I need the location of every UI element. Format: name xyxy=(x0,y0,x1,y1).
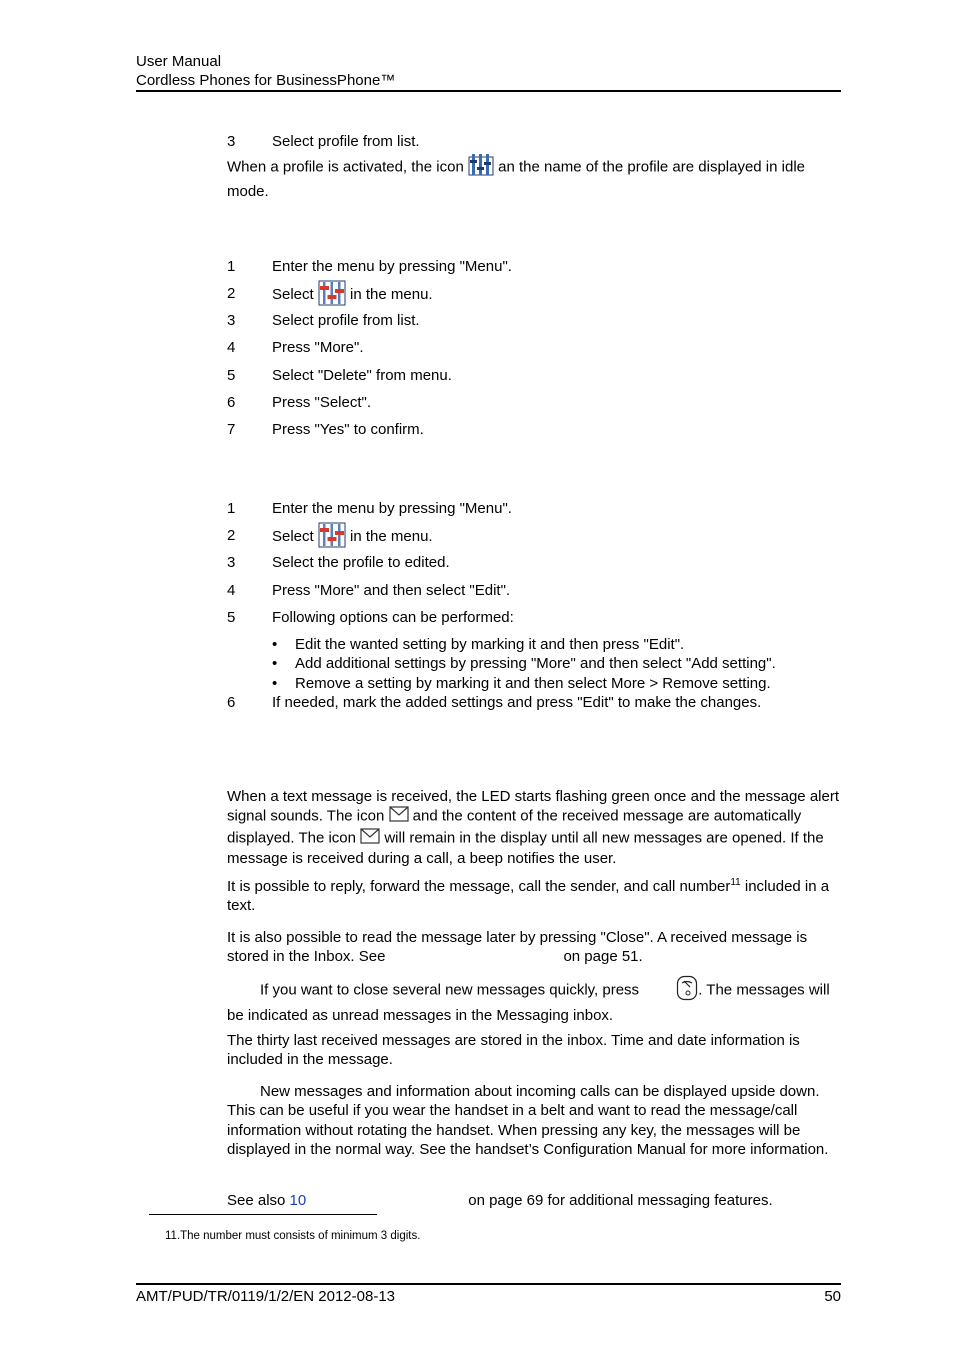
step-text: Following options can be performed: xyxy=(272,609,514,626)
bullet-mark: • xyxy=(272,636,278,653)
step-number: 4 xyxy=(227,339,236,356)
step-number: 6 xyxy=(227,394,236,411)
profiles-menu-icon xyxy=(318,280,346,310)
cross-reference-link[interactable]: 10 xyxy=(289,1192,307,1209)
message-paragraph: It is also possible to read the message later by pressing "Close". A received message is stored in the Inbox. See on page 51. xyxy=(227,929,808,966)
header-title: User Manual xyxy=(136,53,222,70)
step-number: 4 xyxy=(227,582,236,599)
bullet-text: Remove a setting by marking it and then select More > Remove setting. xyxy=(295,675,771,692)
header-subtitle: Cordless Phones for BusinessPhone™ xyxy=(136,72,396,89)
step-number: 1 xyxy=(227,500,236,517)
message-paragraph: When a text message is received, the LED starts flashing green once and the message alert signal sounds. The icon and the content of the received message are automatically displayed. The icon will remain in the display until all new messages are opened. If the message is received during a call, a beep notifies the user. xyxy=(227,788,839,867)
bullet-text: Edit the wanted setting by marking it and then press "Edit". xyxy=(295,636,685,653)
step-text: Select profile from list. xyxy=(272,133,420,150)
step-number: 1 xyxy=(227,258,236,275)
step-number: 5 xyxy=(227,609,236,626)
step-number: 2 xyxy=(227,285,236,302)
step-text: Press "Yes" to confirm. xyxy=(272,421,424,438)
step-number: 6 xyxy=(227,694,236,711)
step-text: Select "Delete" from menu. xyxy=(272,367,452,384)
message-paragraph: The thirty last received messages are stored in the inbox. Time and date information is included in the message. xyxy=(227,1032,800,1069)
step-text: Press "Select". xyxy=(272,394,372,411)
document-id: AMT/PUD/TR/0119/1/2/EN 2012-08-13 xyxy=(136,1288,396,1305)
footer-rule xyxy=(136,1283,841,1285)
step-number: 2 xyxy=(227,527,236,544)
step-number: 5 xyxy=(227,367,236,384)
end-call-key-icon xyxy=(643,975,698,1006)
step-text: Select the profile to edited. xyxy=(272,554,450,571)
step-text: Select profile from list. xyxy=(272,312,420,329)
step-text: If needed, mark the added settings and press "Edit" to make the changes. xyxy=(272,694,762,711)
header-rule xyxy=(136,90,841,92)
profile-idle-icon xyxy=(468,153,494,182)
step-text: Select in the menu. xyxy=(272,522,433,552)
message-paragraph: It is possible to reply, forward the message, call the sender, and call number$^{11}$ included in a text. xyxy=(227,877,830,915)
profile-paragraph: When a profile is activated, the icon an the name of the profile are displayed in idle mode. xyxy=(227,153,839,202)
step-number: 7 xyxy=(227,421,236,438)
note-paragraph: If you want to close several new messages quickly, press . The messages will be indicated as unread messages in the Messaging inbox. xyxy=(227,975,839,1026)
step-number: 3 xyxy=(227,554,236,571)
bullet-mark: • xyxy=(272,675,278,692)
footnote-ref: 11 xyxy=(730,877,741,888)
step-number: 3 xyxy=(227,312,236,329)
see-also-paragraph: See also 10 on page 69 for additional messaging features. xyxy=(227,1192,773,1209)
bullet-mark: • xyxy=(272,655,278,672)
bullet-text: Add additional settings by pressing "More" and then select "Add setting". xyxy=(295,655,776,672)
note-paragraph: New messages and information about incoming calls can be displayed upside down. This can be useful if you wear the handset in a belt and want to read the message/call information without rotating the handset. When pressing any key, the messages will be displayed in the normal way. See the handset’s Configuration Manual for more information. xyxy=(227,1083,829,1158)
step-text: Enter the menu by pressing "Menu". xyxy=(272,258,512,275)
step-text: Enter the menu by pressing "Menu". xyxy=(272,500,512,517)
step-text: Press "More". xyxy=(272,339,364,356)
profiles-menu-icon xyxy=(318,522,346,552)
step-number: 3 xyxy=(227,133,236,150)
page-number: 50 xyxy=(824,1288,841,1305)
envelope-icon xyxy=(389,806,409,827)
footnote: 11.The number must consists of minimum 3 digits. xyxy=(165,1230,421,1242)
footnote-rule xyxy=(149,1214,377,1215)
envelope-icon xyxy=(360,828,380,849)
step-text: Select in the menu. xyxy=(272,280,433,310)
step-text: Press "More" and then select "Edit". xyxy=(272,582,511,599)
